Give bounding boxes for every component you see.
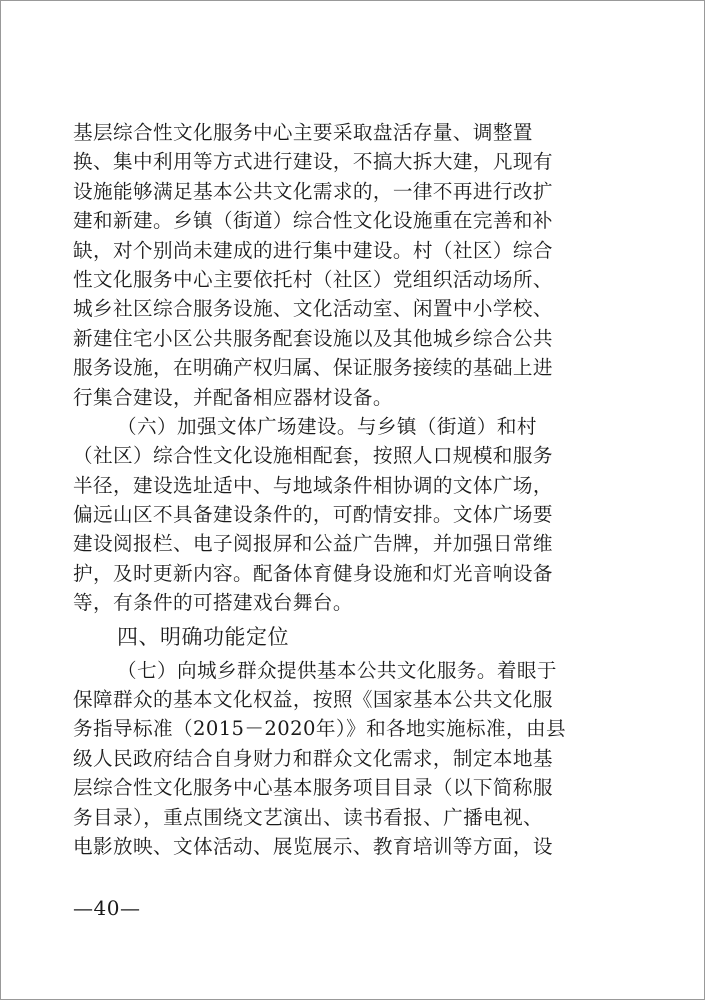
paragraph-line: 建和新建。乡镇（街道）综合性文化设施重在完善和补 (73, 209, 553, 233)
subsection-lead-line: （六）加强文体广场建设。与乡镇（街道）和村 (117, 414, 537, 438)
paragraph-line: 换、集中利用等方式进行建设，不搞大拆大建，凡现有 (73, 150, 553, 174)
paragraph-line: 行集合建设，并配备相应器材设备。 (73, 385, 393, 409)
paragraph-line: 性文化服务中心主要依托村（社区）党组织活动场所、 (73, 267, 553, 291)
paragraph-line: 级人民政府结合自身财力和群众文化需求，制定本地基 (73, 746, 553, 770)
paragraph-line: 层综合性文化服务中心基本服务项目目录（以下简称服 (73, 776, 553, 800)
body-text (73, 118, 613, 861)
paragraph-line: 建设阅报栏、电子阅报屏和公益广告牌，并加强日常维 (73, 532, 553, 556)
paragraph-line: 偏远山区不具备建设条件的，可酌情安排。文体广场要 (73, 503, 553, 527)
paragraph-line: 等，有条件的可搭建戏台舞台。 (73, 591, 353, 615)
paragraph-line: 务指导标准（2015－2020年）》和各地实施标准，由县 (73, 717, 567, 741)
paragraph-line: 服务设施，在明确产权归属、保证服务接续的基础上进 (73, 356, 553, 380)
paragraph-line: 保障群众的基本文化权益，按照《国家基本公共文化服 (73, 688, 553, 712)
subsection-lead-line: （七）向城乡群众提供基本公共文化服务。着眼于 (117, 658, 557, 682)
paragraph-line: 务目录），重点围绕文艺演出、读书看报、广播电视、 (73, 805, 544, 829)
paragraph-line: 护，及时更新内容。配备体育健身设施和灯光音响设备 (73, 561, 553, 585)
paragraph-line: 新建住宅小区公共服务配套设施以及其他城乡综合公共 (73, 326, 553, 350)
paragraph-line: 城乡社区综合服务设施、文化活动室、闲置中小学校、 (73, 297, 553, 321)
paragraph-line: （社区）综合性文化设施相配套，按照人口规模和服务 (73, 444, 553, 468)
paragraph-line: 半径，建设选址适中、与地域条件相协调的文体广场， (73, 473, 553, 497)
paragraph-line: 设施能够满足基本公共文化需求的，一律不再进行改扩 (73, 179, 553, 203)
paragraph-line: 电影放映、文体活动、展览展示、教育培训等方面，设 (73, 834, 553, 858)
paragraph-line: 基层综合性文化服务中心主要采取盘活存量、调整置 (73, 121, 533, 144)
page-number: —40— (73, 896, 141, 920)
section-heading: 四、明确功能定位 (117, 624, 289, 649)
paragraph-line: 缺，对个别尚未建成的进行集中建设。村（社区）综合 (73, 238, 553, 262)
